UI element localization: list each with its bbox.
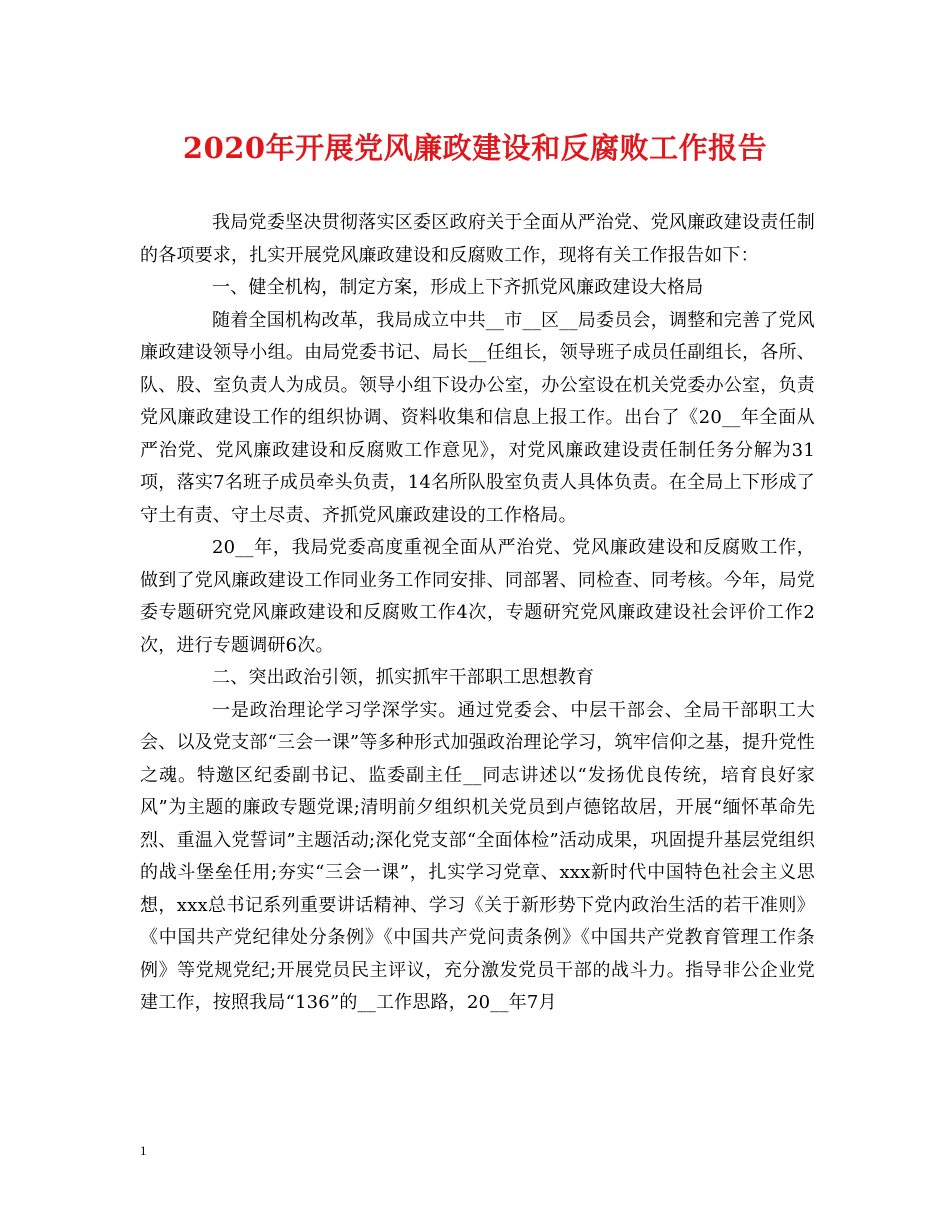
page-number: 1 xyxy=(140,1143,147,1158)
page-title: 2020年开展党风廉政建设和反腐败工作报告 xyxy=(182,131,768,165)
paragraph-intro: 我局党委坚决贯彻落实区委区政府关于全面从严治党、党风廉政建设责任制的各项要求，扎实开展党风廉政建设和反腐败工作，现将有关工作报告如下： xyxy=(140,212,815,266)
paragraph-political-study: 一是政治理论学习学深学实。通过党委会、中层干部会、全局干部职工大会、以及党支部“三会一课”等多种形式加强政治理论学习，筑牢信仰之基，提升党性之魂。特邀区纪委副书记、监委副主任__同志讲述以“发扬优良传统，培育良好家风”为主题的廉政专题党课;清明前夕组织机关党员到卢德铭故居，开展“缅怀革命先烈、重温入党誓词”主题活动;深化党支部“全面体检”活动成果，巩固提升基层党组织的战斗堡垒任用;夯实“三会一课”，扎实学习党章、xxx新时代中国特色社会主义思想，xxx总书记系列重要讲话精神、学习《关于新形势下党内政治生活的若干准则》《中国共产党纪律处分条例》《中国共产党问责条例》《中国共产党教育管理工作条例》等党规党纪;开展党员民主评议，充分激发党员干部的战斗力。指导非公企业党建工作，按照我局“136”的__工作思路，20__年7月 xyxy=(140,699,815,1013)
section-heading-2: 二、突出政治引领，抓实抓牢干部职工思想教育 xyxy=(212,667,595,688)
document-body xyxy=(140,207,815,1020)
paragraph-annual-work: 20__年，我局党委高度重视全面从严治党、党风廉政建设和反腐败工作，做到了党风廉政建设工作同业务工作同安排、同部署、同检查、同考核。今年，局党委专题研究党风廉政建设和反腐败工作4次，专题研究党风廉政建设社会评价工作2次，进行专题调研6次。 xyxy=(140,537,815,656)
section-heading-1: 一、健全机构，制定方案，形成上下齐抓党风廉政建设大格局 xyxy=(212,277,704,298)
paragraph-organization: 随着全国机构改革，我局成立中共__市__区__局委员会，调整和完善了党风廉政建设领导小组。由局党委书记、局长__任组长，领导班子成员任副组长，各所、队、股、室负责人为成员。领导小组下设办公室，办公室设在机关党委办公室，负责党风廉政建设工作的组织协调、资料收集和信息上报工作。出台了《20__年全面从严治党、党风廉政建设和反腐败工作意见》，对党风廉政建设责任制任务分解为31项，落实7名班子成员牵头负责，14名所队股室负责人具体负责。在全局上下形成了守土有责、守土尽责、齐抓党风廉政建设的工作格局。 xyxy=(140,309,815,526)
